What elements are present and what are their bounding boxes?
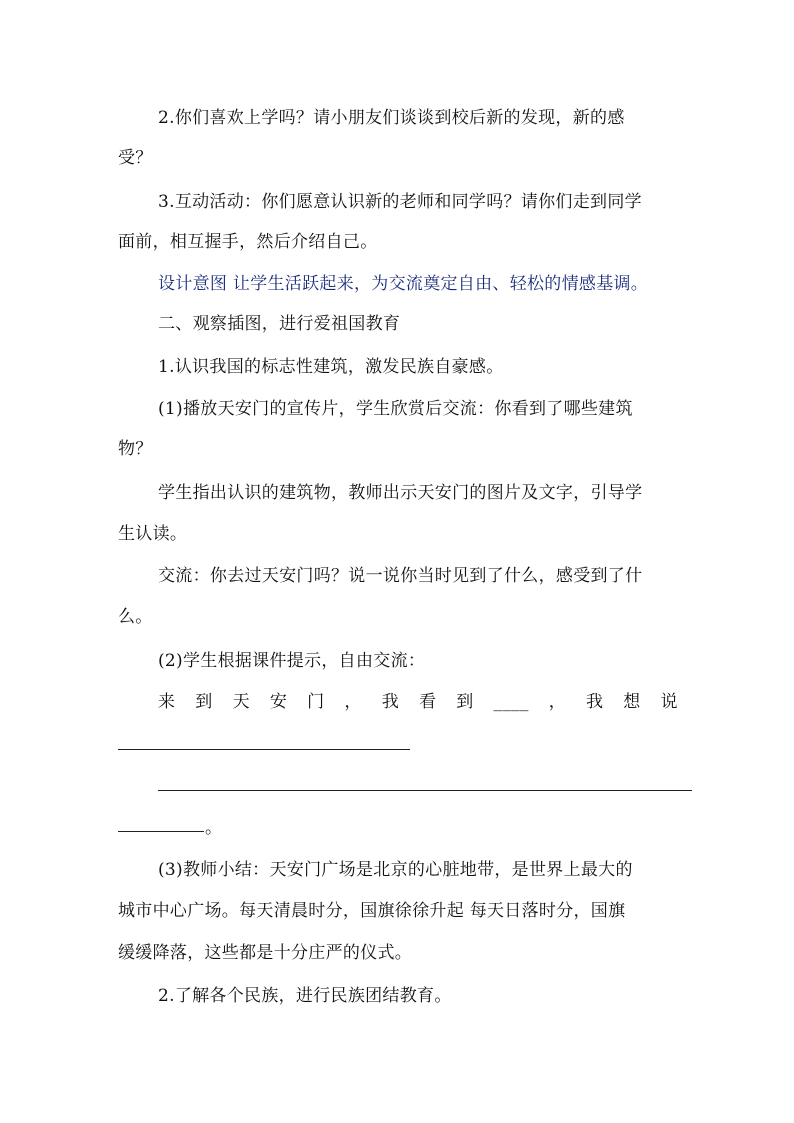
fill-word: 看 — [418, 692, 437, 712]
paragraph-line: 么。 — [118, 607, 153, 627]
fill-word: ， — [344, 692, 362, 712]
fill-word: 我 — [381, 692, 399, 712]
paragraph-line: 缓缓降落，这些都是十分庄严的仪式。 — [118, 943, 413, 963]
paragraph-line: (1)播放天安门的宣传片，学生欣赏后交流：你看到了哪些建筑 — [158, 399, 633, 419]
paragraph-line: 面前，相互握手，然后介绍自己。 — [118, 232, 378, 252]
fill-word: 天 — [232, 692, 250, 712]
design-intent-line: 设计意图 让学生活跃起来，为交流奠定自由、轻松的情感基调。 — [158, 274, 649, 294]
fill-in-sentence — [158, 689, 678, 715]
paragraph-line: 生认读。 — [118, 524, 188, 544]
paragraph-line: 2.你们喜欢上学吗？请小朋友们谈谈到校后新的发现，新的感 — [158, 108, 625, 128]
paragraph-line: 交流：你去过天安门吗？说一说你当时见到了什么，感受到了什 — [158, 566, 643, 586]
answer-blank-line — [118, 831, 204, 832]
fill-word: 安 — [269, 692, 288, 712]
paragraph-line: 受？ — [118, 148, 153, 168]
fill-word: 到 — [195, 692, 213, 712]
answer-blank-line — [118, 749, 410, 750]
paragraph-line: 2.了解各个民族，进行民族团结教育。 — [158, 986, 452, 1006]
fill-word: 来 — [158, 692, 176, 712]
fill-word: 说 — [660, 692, 678, 712]
paragraph-line: 物？ — [118, 439, 153, 459]
fill-word: ， — [548, 692, 567, 712]
section-heading: 二、观察插图，进行爱祖国教育 — [158, 314, 401, 334]
paragraph-line: 1.认识我国的标志性建筑，激发民族自豪感。 — [158, 357, 504, 377]
paragraph-line: 学生指出认识的建筑物，教师出示天安门的图片及文字，引导学 — [158, 483, 643, 503]
end-period: 。 — [205, 818, 223, 838]
fill-word: 想 — [623, 692, 641, 712]
fill-word: 我 — [585, 692, 604, 712]
answer-blank-line — [158, 790, 692, 791]
paragraph-line: 城市中心广场。每天清晨时分，国旗徐徐升起 每天日落时分，国旗 — [118, 901, 626, 921]
fill-word: 到 — [456, 692, 474, 712]
paragraph-line: (3)教师小结：天安门广场是北京的心脏地带，是世界上最大的 — [158, 860, 633, 880]
fill-blank: ____ — [493, 692, 529, 712]
paragraph-line: (2)学生根据课件提示，自由交流： — [158, 651, 426, 671]
fill-word: 门 — [307, 692, 325, 712]
paragraph-line: 3.互动活动：你们愿意认识新的老师和同学吗？请你们走到同学 — [158, 192, 642, 212]
